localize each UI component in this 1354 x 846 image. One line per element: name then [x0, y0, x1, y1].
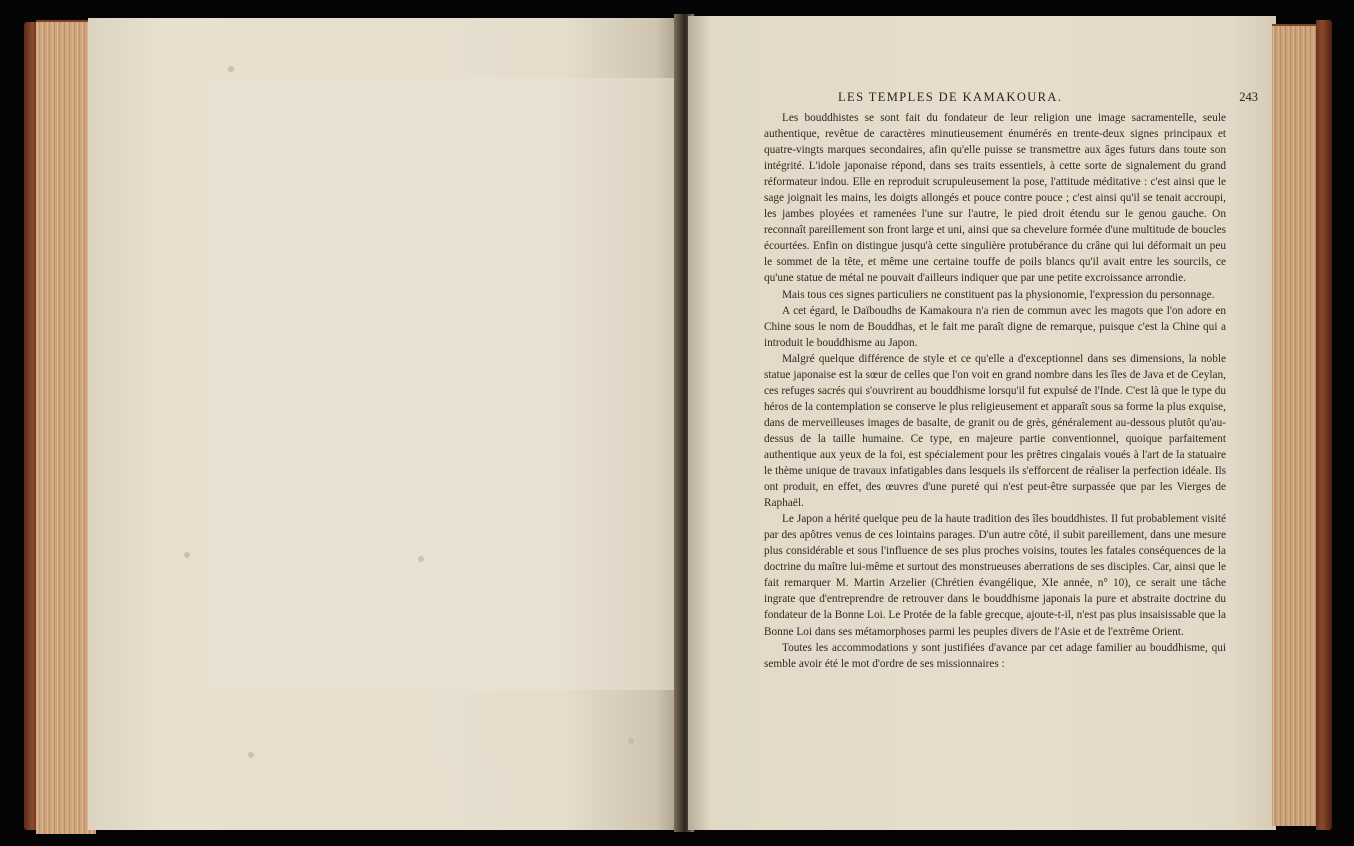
plate-impression [208, 78, 676, 690]
foxing-spot [628, 738, 634, 744]
foxing-spot [228, 66, 234, 72]
left-page-blank [88, 18, 680, 830]
page-number: 243 [1239, 90, 1258, 104]
paragraph: A cet égard, le Daïboudhs de Kamakoura n'a rien de commun avec les magots que l'on adore en Chine sous le nom de Bouddhas, et le fait me paraît digne de remarque, puisque c'est la Chine qui a introduit le bouddhisme au Japon. [764, 304, 1226, 349]
foxing-spot [248, 752, 254, 758]
right-cover-edge [1316, 20, 1332, 830]
paragraph: Malgré quelque différence de style et ce qu'elle a d'exceptionnel dans ses dimensions, la noble statue japonaise est la sœur de celles que l'on voit en grand nombre dans les îles de Java et de Ceylan, ces refuges sacrés qui s'ouvrirent au bouddhisme lorsqu'il fut expulsé de l'Inde. C'est là que le type du héros de la contemplation se conserve le plus religieusement et apparaît sous sa forme la plus exquise, dans de merveilleuses images de basalte, de granit ou de grès, généralement au-dessous plutôt qu'au-dessus de la taille humaine. Ce type, en majeure partie conventionnel, quoique parfaitement authentique aux yeux de la foi, est spécialement pour les prêtres cingalais voués à l'art de la statuaire le thème unique de travaux infatigables dans lesquels ils s'efforcent de réaliser la perfection idéale. Ils ont produit, en effet, des œuvres d'une pureté qui n'est peut-être surpassée que par les Vierges de Raphaël. [764, 352, 1226, 510]
foxing-spot [184, 552, 190, 558]
foxing-spot [418, 556, 424, 562]
body-text [764, 110, 1226, 672]
paragraph: Les bouddhistes se sont fait du fondateur de leur religion une image sacramentelle, seule authentique, revêtue de caractères minutieusement énumérés en trente-deux signes principaux et quatre-vingts marques secondaires, afin qu'elle puisse se transmettre aux âges futurs dans toute son intégrité. L'idole japonaise répond, dans ses traits essentiels, à cette sorte de signalement du grand réformateur indou. Elle en reproduit scrupuleusement la pose, l'attitude méditative : c'est ainsi que le sage joignait les mains, les doigts allongés et pouce contre pouce ; c'est ainsi qu'il se tenait accroupi, les jambes ployées et ramenées l'une sur l'autre, le pied droit étendu sur le genou gauche. On reconnaît pareillement son front large et uni, ainsi que sa chevelure formée d'une multitude de boucles écourtées. Enfin on distingue jusqu'à cette singulière protubérance du crâne qui lui déformait un peu le sommet de la tête, et même une certaine touffe de poils blancs qu'il avait entre les sourcils, ce qu'une statue de métal ne pouvait d'ailleurs indiquer que par une petite excroissance arrondie. [764, 112, 1226, 285]
paragraph: Le Japon a hérité quelque peu de la haute tradition des îles bouddhistes. Il fut probablement visité par des apôtres venus de ces lointains parages. D'un autre côté, il subit pareillement, dans une mesure plus considérable et sous l'influence de ses plus proches voisins, toutes les fatales conséquences de la doctrine du maître lui-même et surtout des monstrueuses aberrations de ses disciples. Car, ainsi que le fait remarquer M. Martin Arzelier (Chrétien évangélique, XIe année, n° 10), ce serait une tâche ingrate que d'entreprendre de retrouver dans le bouddhisme japonais la pure et abstraite doctrine du fondateur de la Bonne Loi. Le Protée de la fable grecque, ajoute-t-il, n'est pas plus insaisissable que la Bonne Loi dans ses métamorphoses parmi les peuples divers de l'Asie et de l'extrême Orient. [764, 513, 1226, 638]
running-title: LES TEMPLES DE KAMAKOURA. [838, 90, 1063, 104]
paragraph: Toutes les accommodations y sont justifiées d'avance par cet adage familier au bouddhisme, qui semble avoir été le mot d'ordre de ses missionnaires : [764, 641, 1226, 670]
left-page-stack [36, 20, 96, 834]
right-page [688, 16, 1276, 830]
right-page-stack [1272, 24, 1320, 826]
open-book [24, 14, 1332, 832]
paragraph: Mais tous ces signes particuliers ne constituent pas la physionomie, l'expression du personnage. [782, 288, 1215, 301]
